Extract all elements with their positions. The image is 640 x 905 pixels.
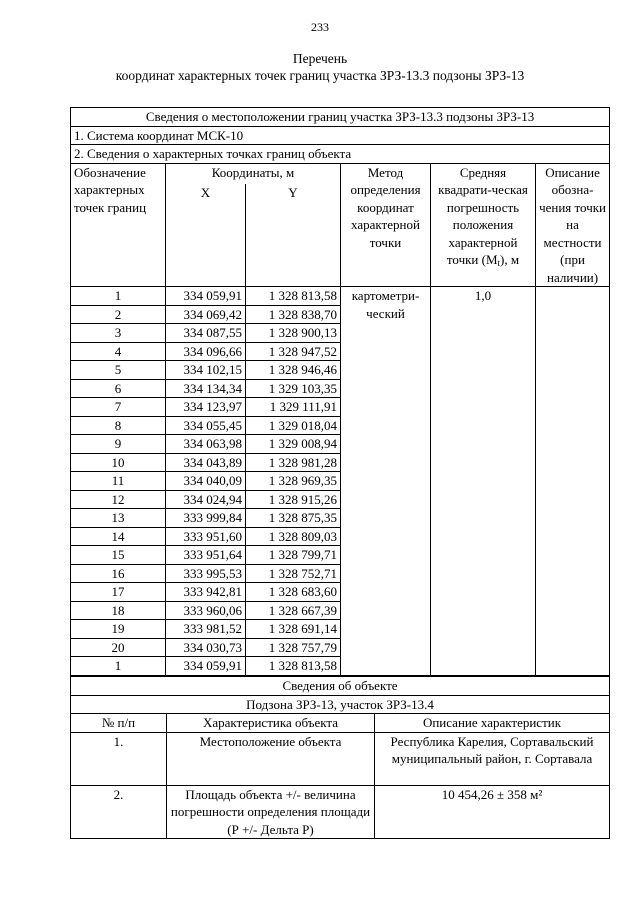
coord-x: 334 096,66 xyxy=(166,342,246,361)
point-id: 14 xyxy=(71,527,166,546)
point-id: 4 xyxy=(71,342,166,361)
coord-y: 1 328 799,71 xyxy=(246,546,341,565)
table2-header: Сведения об объекте xyxy=(71,677,610,696)
coord-y: 1 328 875,35 xyxy=(246,509,341,528)
col-header-number: № п/п xyxy=(71,714,167,733)
coord-y: 1 328 757,79 xyxy=(246,638,341,657)
coord-x: 334 043,89 xyxy=(166,453,246,472)
coord-y: 1 328 813,58 xyxy=(246,657,341,676)
document-title xyxy=(0,50,640,84)
point-id: 12 xyxy=(71,490,166,509)
section-coordinate-system: 1. Система координат МСК-10 xyxy=(71,126,610,145)
col-header-y: Y xyxy=(246,184,341,286)
page-number: 233 xyxy=(311,20,329,34)
col-header-x: X xyxy=(166,184,246,286)
coord-x: 334 059,91 xyxy=(166,657,246,676)
title-line-1: Перечень xyxy=(292,51,348,66)
coord-y: 1 328 900,13 xyxy=(246,324,341,343)
coord-y: 1 328 947,52 xyxy=(246,342,341,361)
coord-y: 1 329 111,91 xyxy=(246,398,341,417)
coord-x: 334 059,91 xyxy=(166,287,246,306)
table1-header: Сведения о местоположении границ участка ЗРЗ-13.3 подзоны ЗРЗ-13 xyxy=(71,108,610,127)
col-header-error xyxy=(431,163,536,287)
coord-y: 1 328 752,71 xyxy=(246,564,341,583)
col-header-error-sub: t xyxy=(497,258,501,268)
title-line-2: координат характерных точек границ участка ЗРЗ-13.3 подзоны ЗРЗ-13 xyxy=(115,68,525,83)
coordinates-rows xyxy=(71,287,610,676)
coord-y: 1 328 667,39 xyxy=(246,601,341,620)
point-id: 5 xyxy=(71,361,166,380)
coord-x: 334 087,55 xyxy=(166,324,246,343)
coord-x: 334 024,94 xyxy=(166,490,246,509)
section-points-info: 2. Сведения о характерных точках границ объекта xyxy=(71,145,610,164)
row2-description: 10 454,26 ± 358 м² xyxy=(375,785,610,839)
coord-x: 334 102,15 xyxy=(166,361,246,380)
description-cell xyxy=(536,287,610,676)
point-id: 18 xyxy=(71,601,166,620)
point-id: 1 xyxy=(71,657,166,676)
coord-x: 333 960,06 xyxy=(166,601,246,620)
point-id: 19 xyxy=(71,620,166,639)
col-header-error-tail: ), м xyxy=(500,252,520,267)
coord-x: 334 063,98 xyxy=(166,435,246,454)
coord-y: 1 328 809,03 xyxy=(246,527,341,546)
row2-number: 2. xyxy=(71,785,167,839)
coord-y: 1 328 981,28 xyxy=(246,453,341,472)
point-id: 2 xyxy=(71,305,166,324)
point-id: 16 xyxy=(71,564,166,583)
col-header-char-description: Описание характеристик xyxy=(375,714,610,733)
coord-x: 333 981,52 xyxy=(166,620,246,639)
col-header-coords: Координаты, м xyxy=(166,163,341,184)
error-cell: 1,0 xyxy=(431,287,536,676)
coord-x: 334 134,34 xyxy=(166,379,246,398)
point-id: 7 xyxy=(71,398,166,417)
point-id: 1 xyxy=(71,287,166,306)
coord-x: 333 951,64 xyxy=(166,546,246,565)
col-header-error-text: Средняя квадрати-ческая погрешность положения характерной точки (M xyxy=(438,164,528,267)
point-id: 20 xyxy=(71,638,166,657)
coord-y: 1 328 683,60 xyxy=(246,583,341,602)
col-header-method: Метод определения координат характерной точки xyxy=(341,163,431,287)
point-id: 15 xyxy=(71,546,166,565)
coord-x: 334 069,42 xyxy=(166,305,246,324)
point-id: 10 xyxy=(71,453,166,472)
point-id: 11 xyxy=(71,472,166,491)
point-id: 6 xyxy=(71,379,166,398)
col-header-point: Обозначение характерных точек границ xyxy=(71,163,166,287)
coord-y: 1 328 813,58 xyxy=(246,287,341,306)
coord-x: 333 951,60 xyxy=(166,527,246,546)
coord-y: 1 329 103,35 xyxy=(246,379,341,398)
coord-x: 333 995,53 xyxy=(166,564,246,583)
table2-subheader: Подзона ЗРЗ-13, участок ЗРЗ-13.4 xyxy=(71,695,610,714)
coordinates-table xyxy=(70,107,610,676)
coord-y: 1 329 018,04 xyxy=(246,416,341,435)
row1-description: Республика Карелия, Сортавальский муниципальный район, г. Сортавала xyxy=(375,732,610,785)
coord-x: 333 999,84 xyxy=(166,509,246,528)
row1-characteristic: Местоположение объекта xyxy=(167,732,375,785)
row1-number: 1. xyxy=(71,732,167,785)
coord-y: 1 328 838,70 xyxy=(246,305,341,324)
point-id: 17 xyxy=(71,583,166,602)
coord-x: 334 123,97 xyxy=(166,398,246,417)
col-header-description: Описание обозна-чения точки на местности (при наличии) xyxy=(536,163,610,287)
col-header-characteristic: Характеристика объекта xyxy=(167,714,375,733)
coord-y: 1 328 915,26 xyxy=(246,490,341,509)
coord-x: 334 055,45 xyxy=(166,416,246,435)
coord-x: 334 030,73 xyxy=(166,638,246,657)
coord-x: 333 942,81 xyxy=(166,583,246,602)
object-info-table xyxy=(70,676,610,839)
coord-y: 1 328 946,46 xyxy=(246,361,341,380)
row2-characteristic: Площадь объекта +/- величина погрешности определения площади (Р +/- Дельта Р) xyxy=(167,785,375,839)
coord-y: 1 328 691,14 xyxy=(246,620,341,639)
table-row xyxy=(71,287,610,306)
method-cell: картометри-ческий xyxy=(341,287,431,676)
point-id: 3 xyxy=(71,324,166,343)
coord-y: 1 328 969,35 xyxy=(246,472,341,491)
point-id: 8 xyxy=(71,416,166,435)
point-id: 13 xyxy=(71,509,166,528)
point-id: 9 xyxy=(71,435,166,454)
coord-x: 334 040,09 xyxy=(166,472,246,491)
coord-y: 1 329 008,94 xyxy=(246,435,341,454)
